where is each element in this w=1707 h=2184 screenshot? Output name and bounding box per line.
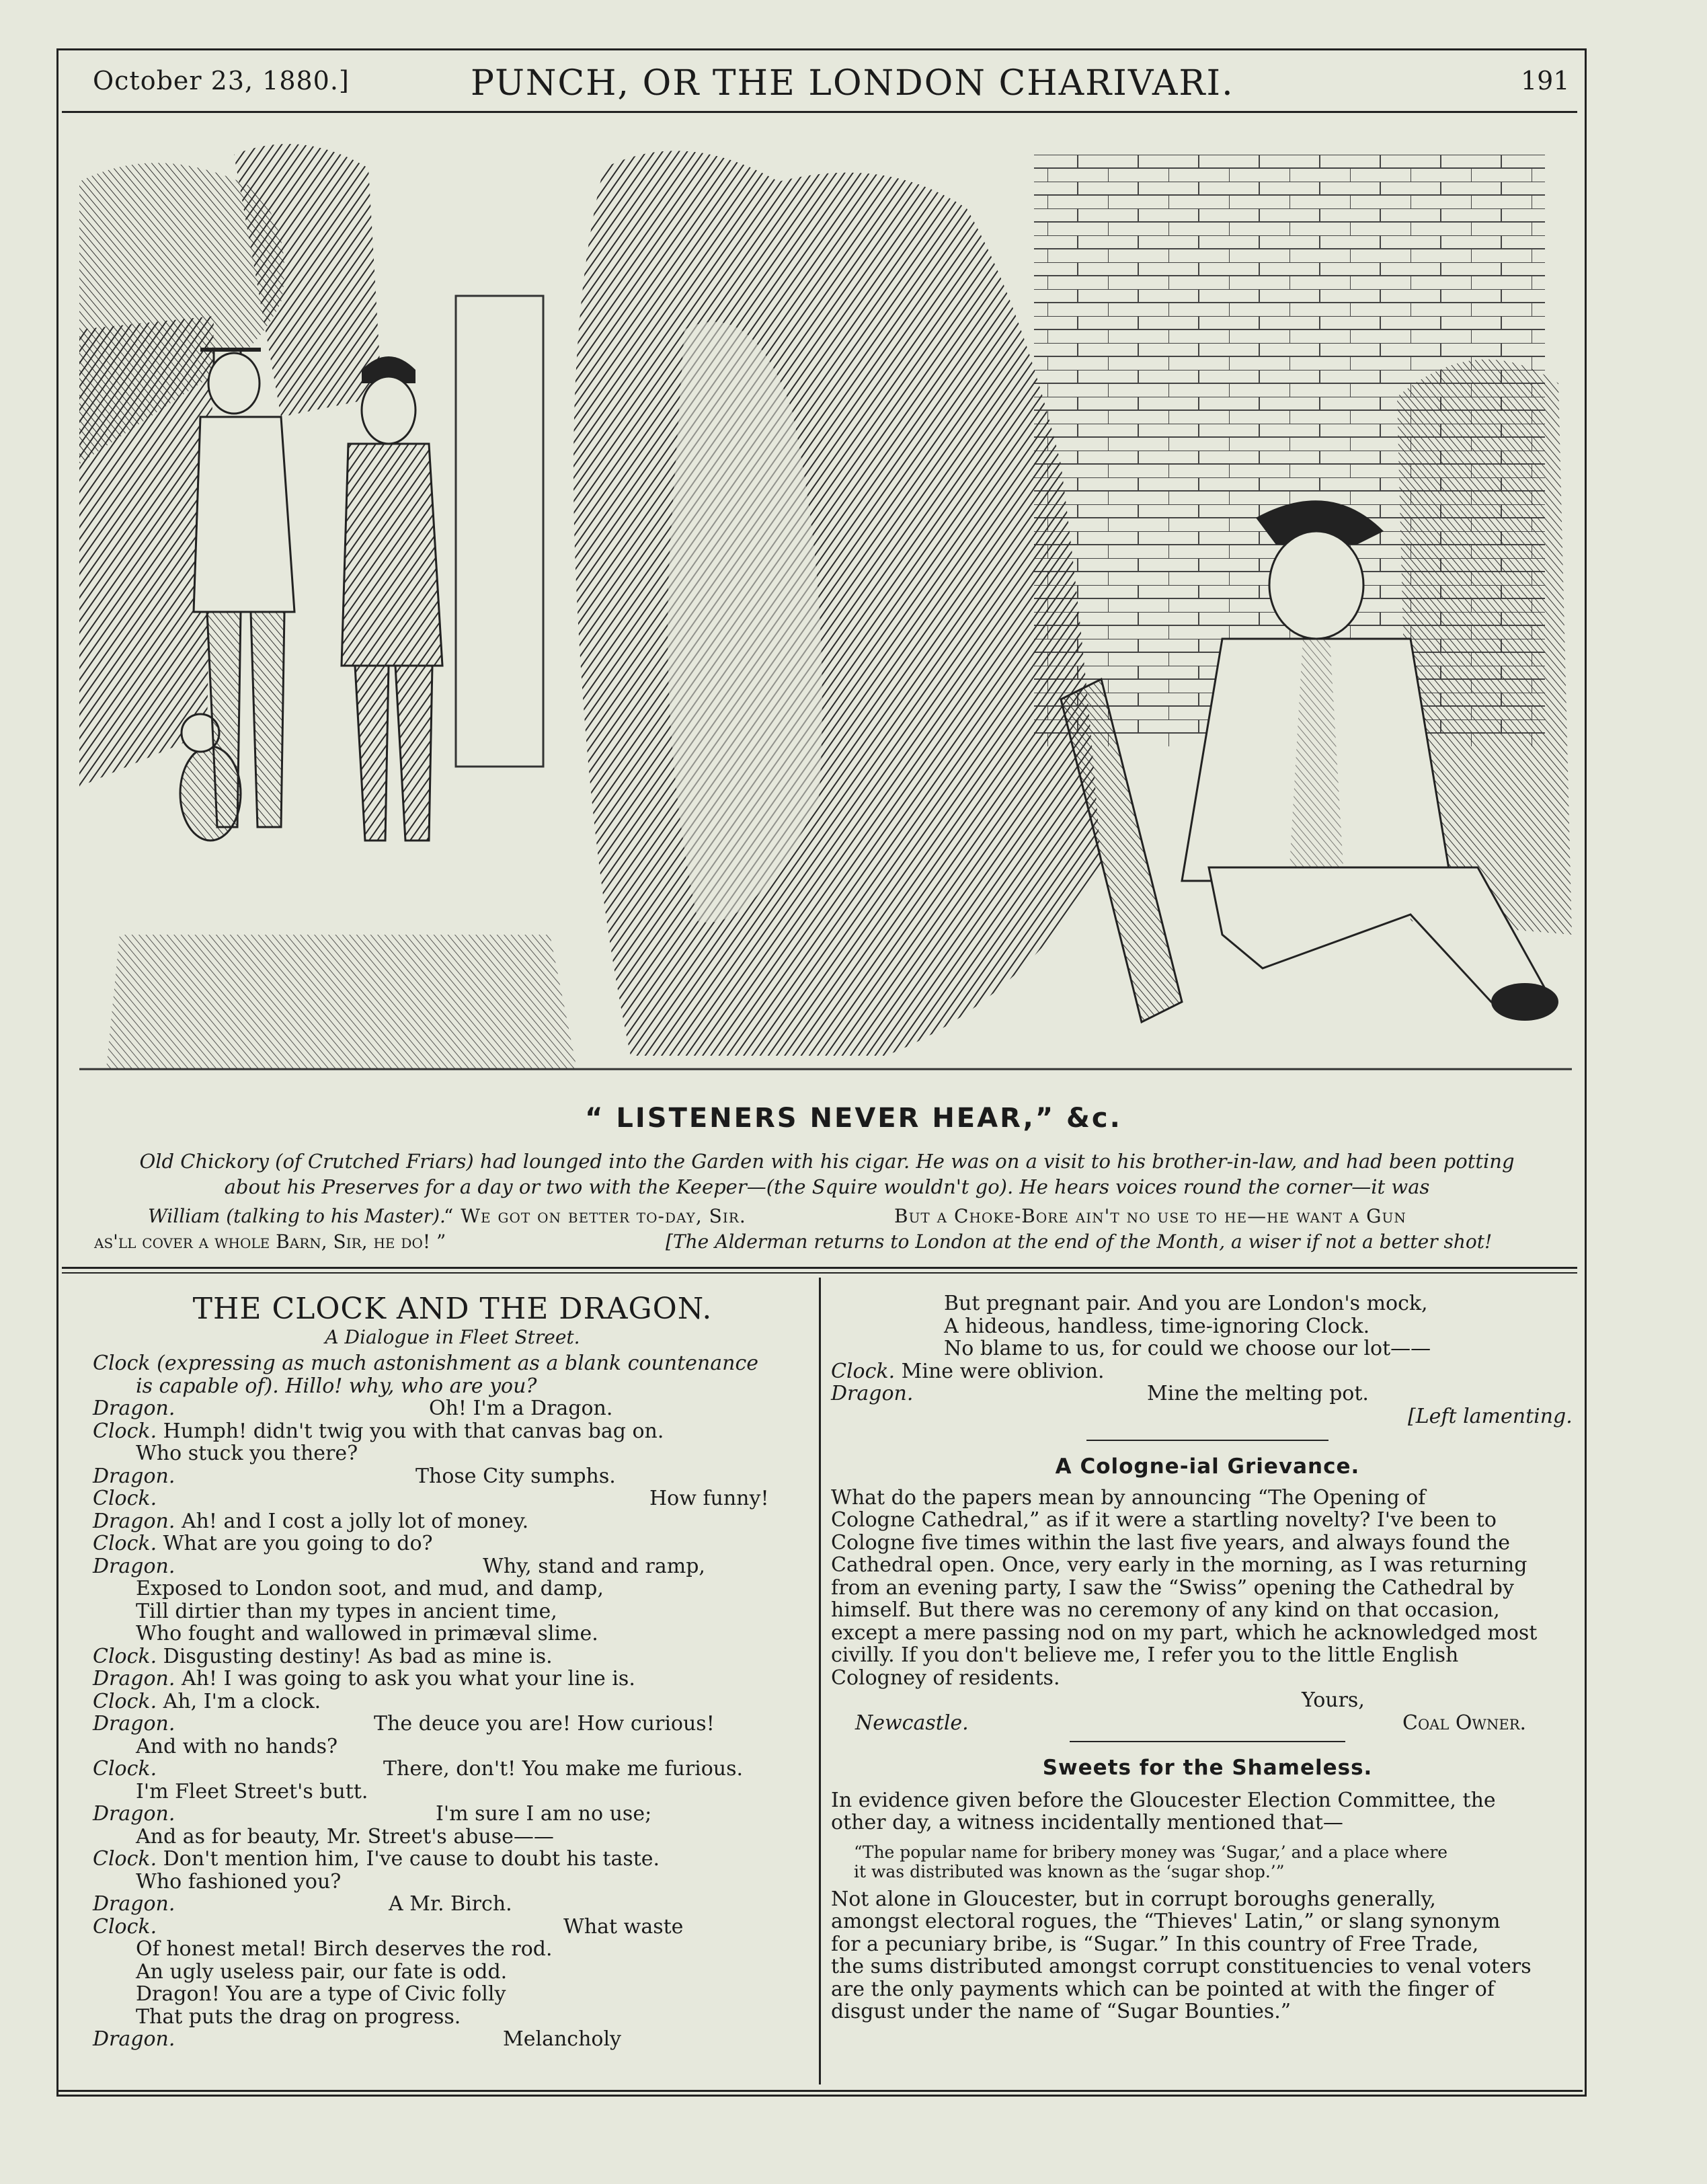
dialogue-line <box>93 2006 812 2029</box>
line-text: I'm sure I am no use; <box>436 1802 652 1826</box>
sweets-intro-line: other day, a witness incidentally mentioned that— <box>831 1811 1343 1834</box>
cologne-text-line: from an evening party, I saw the “Swiss” opening the Cathedral by <box>831 1575 1514 1600</box>
line-text: Who fashioned you? <box>136 1869 342 1894</box>
cologne-body <box>831 1487 1584 1690</box>
line-text: A Mr. Birch. <box>389 1892 512 1916</box>
dialogue-line <box>93 1375 812 1398</box>
section-rule <box>62 1267 1577 1269</box>
dialogue-line <box>93 1871 812 1894</box>
line-text: I'm Fleet Street's butt. <box>136 1779 368 1803</box>
dialogue-line <box>93 1442 812 1465</box>
dialogue-line <box>93 1645 812 1668</box>
sweets-body-line: for a pecuniary bribe, is “Sugar.” In this country of Free Trade, <box>831 1932 1479 1956</box>
masthead-title: PUNCH, OR THE LONDON CHARIVARI. <box>471 63 1234 104</box>
line-text: That puts the drag on progress. <box>136 2004 461 2029</box>
speech-line-1: “ We got on better to-day, Sir. <box>444 1205 746 1227</box>
sweets-heading: Sweets for the Shameless. <box>1042 1756 1373 1780</box>
sweets-intro <box>831 1789 1584 1834</box>
dialogue-line <box>93 1938 812 1961</box>
line-text: Humph! didn't twig you with that canvas bag on. <box>157 1419 664 1443</box>
line-text: The deuce you are! How curious! <box>374 1712 715 1736</box>
dialogue-line <box>93 1532 812 1555</box>
speaker-label: Clock. <box>93 1644 157 1668</box>
cologne-text-line: Cathedral open. Once, very early in the morning, as I was returning <box>831 1553 1527 1577</box>
line-text: Disgusting destiny! As bad as mine is. <box>157 1644 553 1668</box>
dialogue-line <box>93 1600 812 1623</box>
line-text: What are you going to do? <box>157 1532 433 1555</box>
sweets-body-line: are the only payments which can be pointed at with the finger of <box>831 1977 1495 2001</box>
dialogue-line <box>93 1781 812 1803</box>
speaker-label: Dragon. <box>93 1712 175 1736</box>
dialogue-line <box>93 1961 812 1984</box>
dialogue-line <box>93 1848 812 1871</box>
dialogue-line <box>93 1352 812 1375</box>
speaker-label: Clock. <box>831 1359 896 1383</box>
line-text: A hideous, handless, time-ignoring Clock. <box>944 1314 1370 1338</box>
cologne-text-line: Cologney of residents. <box>831 1666 1060 1690</box>
dialogue-continued <box>831 1292 1584 1428</box>
speaker-label: Clock <box>93 1352 151 1375</box>
line-text: is capable of). Hillo! why, who are you? <box>136 1374 537 1398</box>
line-text: Exposed to London soot, and mud, and damp, <box>136 1577 604 1600</box>
divider-rule-2 <box>1070 1741 1345 1742</box>
speaker-label: Dragon. <box>93 1892 175 1916</box>
line-text: And with no hands? <box>136 1734 338 1758</box>
sweets-body-line: disgust under the name of “Sugar Bounties.” <box>831 2000 1292 2023</box>
line-text: Ah! and I cost a jolly lot of money. <box>175 1509 529 1533</box>
column-rule <box>819 1278 821 2084</box>
line-text: Those City sumphs. <box>415 1464 616 1488</box>
speaker-label: Clock. <box>93 1847 157 1871</box>
dialogue-line <box>93 1826 812 1848</box>
line-text: Who fought and wallowed in primæval slime. <box>136 1622 598 1645</box>
line-text: Dragon! You are a type of Civic folly <box>136 1982 506 2006</box>
cologne-text-line: civilly. If you don't believe me, I refer you to the little English <box>831 1643 1459 1667</box>
divider-rule <box>1086 1440 1328 1441</box>
footer-rule <box>56 2090 1583 2092</box>
speech-line-2: as'll cover a whole Barn, Sir, he do! ” <box>94 1231 446 1253</box>
speaker-label: Clock. <box>93 1487 157 1510</box>
sweets-quote-line: it was distributed was known as the ‘sugar shop.’” <box>854 1861 1285 1881</box>
sign-yours: Yours, <box>1302 1688 1365 1712</box>
line-text: Oh! I'm a Dragon. <box>429 1397 613 1420</box>
dialogue-line <box>93 1916 812 1939</box>
speaker-label: Dragon. <box>831 1382 914 1405</box>
cologne-text-line: Cologne five times within the last five years, and always found the <box>831 1530 1510 1555</box>
dialogue-line <box>93 1487 812 1510</box>
line-text: Ah, I'm a clock. <box>157 1689 321 1713</box>
article-subtitle: A Dialogue in Fleet Street. <box>325 1325 580 1348</box>
dialogue-line <box>93 1465 812 1488</box>
cartoon-illustration <box>79 128 1572 1079</box>
dialogue-line <box>93 1555 812 1578</box>
article-title: THE CLOCK AND THE DRAGON. <box>192 1292 713 1326</box>
line-text: Ah! I was going to ask you what your line is. <box>175 1667 635 1690</box>
dialogue-line <box>93 1668 812 1690</box>
sign-name: Coal Owner. <box>1402 1711 1527 1735</box>
speaker-label: Clock. <box>93 1757 157 1781</box>
dialogue-line <box>93 1623 812 1645</box>
line-text: Melancholy <box>503 2027 622 2051</box>
line-text: An ugly useless pair, our fate is odd. <box>136 1959 508 1984</box>
speaker-label: Dragon. <box>93 1509 175 1533</box>
sweets-body-line: the sums distributed amongst corrupt constituencies to venal voters <box>831 1955 1532 1978</box>
speaker-label: Clock. <box>93 1419 157 1443</box>
dialogue <box>93 1352 812 2051</box>
line-text: Mine were oblivion. <box>895 1359 1105 1383</box>
dialogue-end-line <box>831 1405 1584 1428</box>
line-text: There, don't! You make me furious. <box>383 1757 744 1781</box>
speaker-label: Dragon. <box>93 1554 175 1578</box>
sweets-quote <box>831 1842 1584 1881</box>
dialogue-line <box>93 1577 812 1600</box>
cologne-text-line: What do the papers mean by announcing “The Opening of <box>831 1485 1426 1510</box>
cartoon-title: “ LISTENERS NEVER HEAR,” &c. <box>585 1103 1122 1134</box>
dialogue-line <box>93 2028 812 2051</box>
line-text: [Left lamenting. <box>1408 1404 1573 1428</box>
speaker-label: Dragon. <box>93 1802 175 1826</box>
speech-note: [The Alderman returns to London at the end of the Month, a wiser if not a better shot! <box>666 1231 1493 1253</box>
line-text: Till dirtier than my types in ancient time, <box>136 1599 557 1623</box>
dialogue-line <box>93 1983 812 2006</box>
section-rule-thin <box>62 1272 1577 1274</box>
speaker-label: Clock. <box>93 1914 157 1939</box>
speaker-label: Clock. <box>93 1532 157 1555</box>
dialogue-end-line <box>831 1315 1584 1338</box>
dialogue-line <box>93 1736 812 1758</box>
caption-line-2: about his Preserves for a day or two with the Keeper—(the Squire wouldn't go). He hears voices round the corner—it was <box>224 1175 1430 1198</box>
dialogue-end-line <box>831 1360 1584 1383</box>
speaker-label: Dragon. <box>93 1464 175 1488</box>
speaker-label: Clock. <box>93 1689 157 1713</box>
page-number: 191 <box>1521 66 1570 95</box>
speech-speaker: William (talking to his Master). <box>148 1205 446 1227</box>
header-rule <box>62 111 1577 113</box>
dialogue-line <box>93 1690 812 1713</box>
cartoon-caption <box>94 1148 1560 1200</box>
sweets-quote-line: “The popular name for bribery money was ‘Sugar,’ and a place where <box>854 1842 1448 1862</box>
cologne-text-line: himself. But there was no ceremony of any kind on that occasion, <box>831 1598 1500 1622</box>
dialogue-line <box>93 1420 812 1443</box>
left-column <box>93 1292 812 2051</box>
line-text: Of honest metal! Birch deserves the rod. <box>136 1937 553 1961</box>
dialogue-line <box>93 1510 812 1533</box>
line-text: Don't mention him, I've cause to doubt his taste. <box>157 1847 660 1871</box>
line-text: Who stuck you there? <box>136 1442 358 1465</box>
cologne-text-line: Cologne Cathedral,” as if it were a startling novelty? I've been to <box>831 1508 1497 1532</box>
sweets-body-line: Not alone in Gloucester, but in corrupt boroughs generally, <box>831 1887 1436 1911</box>
sign-place: Newcastle. <box>855 1711 969 1735</box>
line-text: Why, stand and ramp, <box>483 1554 705 1578</box>
cologne-sign-line <box>831 1712 1584 1735</box>
line-text: Mine the melting pot. <box>1147 1382 1369 1405</box>
speaker-label: Dragon. <box>93 1397 175 1420</box>
sweets-body-line: amongst electoral rogues, the “Thieves' Latin,” or slang synonym <box>831 1910 1501 1933</box>
speaker-label: Dragon. <box>93 1667 175 1690</box>
speech-line-1b: But a Choke-Bore ain't no use to he—he want a Gun <box>894 1205 1406 1227</box>
line-text: But pregnant pair. And you are London's mock, <box>944 1292 1428 1315</box>
line-text: (expressing as much astonishment as a blank countenance <box>150 1352 759 1375</box>
dialogue-line <box>93 1893 812 1916</box>
dialogue-line <box>93 1397 812 1420</box>
dialogue-line <box>93 1713 812 1736</box>
dialogue-end-line <box>831 1292 1584 1315</box>
dialogue-end-line <box>831 1382 1584 1405</box>
cologne-heading: A Cologne-ial Grievance. <box>1055 1454 1360 1479</box>
sweets-intro-line: In evidence given before the Gloucester Election Committee, the <box>831 1788 1496 1812</box>
caption-line-1: Old Chickory (of Crutched Friars) had lounged into the Garden with his cigar. He was on a visit to his brother-in-law, and had been potting <box>139 1150 1515 1173</box>
line-text: How funny! <box>649 1487 769 1510</box>
sweets-body <box>831 1888 1584 2023</box>
dialogue-line <box>93 1758 812 1781</box>
dialogue-end-line <box>831 1337 1584 1360</box>
dialogue-line <box>93 1803 812 1826</box>
line-text: No blame to us, for could we choose our lot—— <box>944 1337 1431 1360</box>
line-text: And as for beauty, Mr. Street's abuse—— <box>136 1824 554 1848</box>
line-text: What waste <box>563 1914 684 1939</box>
right-column <box>831 1292 1584 2023</box>
speaker-label: Dragon. <box>93 2027 175 2051</box>
cologne-sign-yours-line <box>831 1689 1584 1712</box>
issue-date: October 23, 1880.] <box>93 66 350 95</box>
cologne-text-line: except a mere passing nod on my part, which he acknowledged most <box>831 1621 1538 1645</box>
